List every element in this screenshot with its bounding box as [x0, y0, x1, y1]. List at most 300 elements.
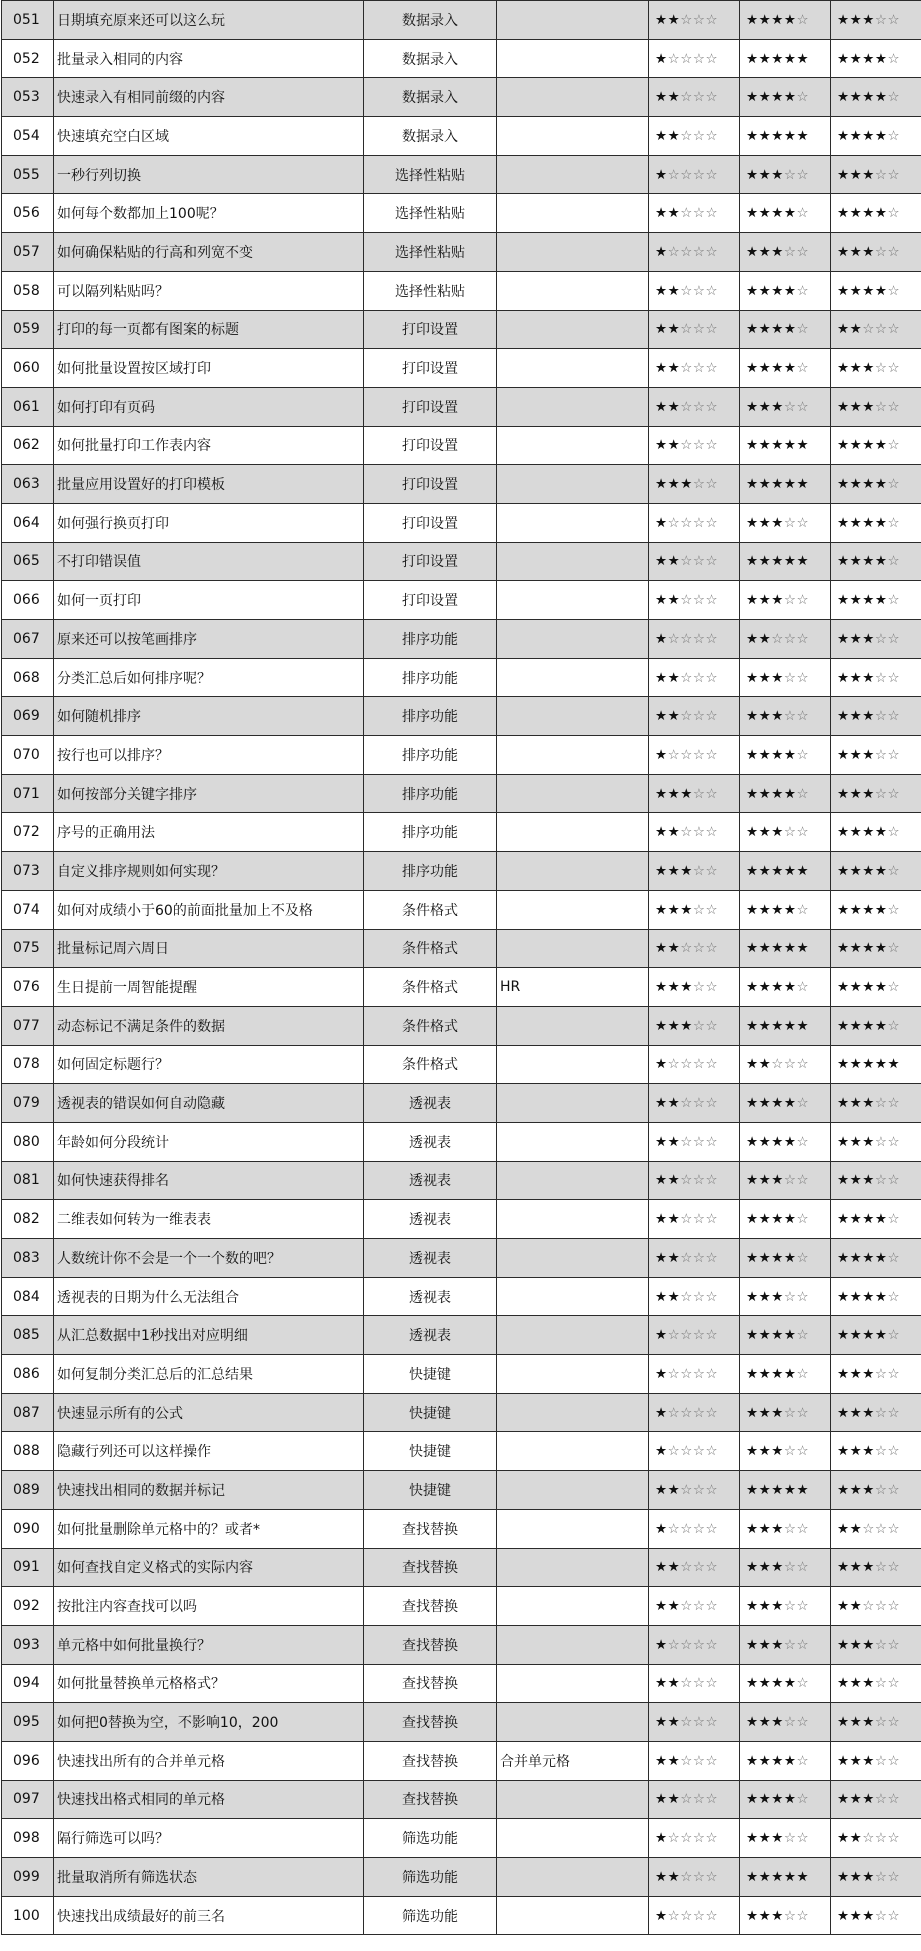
star-filled-icon: ★ [667, 1481, 681, 1498]
star-filled-icon: ★ [862, 1443, 875, 1460]
lesson-number-cell: 058 [2, 271, 54, 310]
star-filled-icon: ★ [758, 785, 772, 802]
star-filled-icon: ★ [746, 1830, 759, 1847]
rating-3-cell [831, 852, 921, 891]
rating-3-cell [831, 1122, 921, 1161]
star-empty-icon: ☆ [705, 1288, 719, 1305]
star-empty-icon: ☆ [680, 1288, 693, 1305]
rating-2-cell [740, 1780, 831, 1819]
star-filled-icon: ★ [655, 1830, 668, 1847]
note-cell [497, 1122, 649, 1161]
lesson-title-cell: 按批注内容查找可以吗 [54, 1587, 364, 1626]
star-filled-icon: ★ [783, 746, 797, 763]
star-filled-icon: ★ [667, 1559, 681, 1576]
star-filled-icon: ★ [771, 243, 784, 260]
category-cell: 选择性粘贴 [364, 194, 497, 233]
star-empty-icon: ☆ [796, 1559, 810, 1576]
star-filled-icon: ★ [837, 553, 850, 570]
star-empty-icon: ☆ [887, 166, 901, 183]
star-empty-icon: ☆ [796, 89, 810, 106]
rating-1-cell [649, 1858, 740, 1897]
star-empty-icon: ☆ [692, 1520, 706, 1537]
star-empty-icon: ☆ [783, 1559, 797, 1576]
rating-3-cell [831, 736, 921, 775]
star-filled-icon: ★ [783, 1791, 797, 1808]
star-filled-icon: ★ [758, 514, 772, 531]
star-filled-icon: ★ [758, 437, 772, 454]
star-filled-icon: ★ [771, 514, 784, 531]
star-empty-icon: ☆ [680, 514, 693, 531]
category-cell: 透视表 [364, 1161, 497, 1200]
star-empty-icon: ☆ [887, 1095, 901, 1112]
star-filled-icon: ★ [758, 1327, 772, 1344]
star-empty-icon: ☆ [692, 824, 706, 841]
lesson-number-cell: 073 [2, 852, 54, 891]
star-empty-icon: ☆ [680, 166, 693, 183]
star-empty-icon: ☆ [887, 476, 901, 493]
star-empty-icon: ☆ [680, 11, 693, 28]
rating-2-cell [740, 1819, 831, 1858]
star-filled-icon: ★ [837, 89, 850, 106]
star-filled-icon: ★ [758, 1636, 772, 1653]
star-filled-icon: ★ [655, 901, 668, 918]
star-filled-icon: ★ [783, 862, 797, 879]
star-filled-icon: ★ [758, 1056, 772, 1073]
star-filled-icon: ★ [862, 940, 875, 957]
star-filled-icon: ★ [837, 901, 850, 918]
star-empty-icon: ☆ [874, 1520, 888, 1537]
star-filled-icon: ★ [758, 360, 772, 377]
star-filled-icon: ★ [667, 1133, 681, 1150]
rating-1-cell [649, 1277, 740, 1316]
rating-1-cell [649, 1, 740, 40]
note-cell [497, 310, 649, 349]
star-empty-icon: ☆ [874, 708, 888, 725]
star-filled-icon: ★ [758, 1559, 772, 1576]
category-cell: 筛选功能 [364, 1896, 497, 1935]
star-empty-icon: ☆ [874, 1675, 888, 1692]
star-empty-icon: ☆ [887, 1791, 901, 1808]
rating-1-cell [649, 1471, 740, 1510]
star-empty-icon: ☆ [667, 630, 681, 647]
rating-3-cell [831, 155, 921, 194]
table-row [2, 1200, 921, 1239]
star-empty-icon: ☆ [887, 1830, 901, 1847]
star-empty-icon: ☆ [874, 1868, 888, 1885]
star-empty-icon: ☆ [874, 1481, 888, 1498]
star-filled-icon: ★ [849, 669, 863, 686]
star-filled-icon: ★ [758, 1443, 772, 1460]
rating-2-cell [740, 1858, 831, 1897]
star-empty-icon: ☆ [680, 824, 693, 841]
category-cell: 选择性粘贴 [364, 271, 497, 310]
lesson-number-cell: 074 [2, 890, 54, 929]
table-row [2, 929, 921, 968]
lesson-title-cell: 如何强行换页打印 [54, 503, 364, 542]
star-filled-icon: ★ [746, 1249, 759, 1266]
rating-3-cell [831, 310, 921, 349]
rating-3-cell [831, 1664, 921, 1703]
star-empty-icon: ☆ [705, 1211, 719, 1228]
star-empty-icon: ☆ [887, 321, 901, 338]
star-empty-icon: ☆ [874, 321, 888, 338]
rating-3-cell [831, 39, 921, 78]
star-filled-icon: ★ [849, 243, 863, 260]
star-empty-icon: ☆ [796, 708, 810, 725]
star-filled-icon: ★ [862, 1675, 875, 1692]
lesson-title-cell: 如何确保粘贴的行高和列宽不变 [54, 233, 364, 272]
star-empty-icon: ☆ [796, 1404, 810, 1421]
star-empty-icon: ☆ [874, 1559, 888, 1576]
star-filled-icon: ★ [746, 940, 759, 957]
note-cell [497, 465, 649, 504]
category-cell: 查找替换 [364, 1741, 497, 1780]
rating-1-cell [649, 39, 740, 78]
category-cell: 打印设置 [364, 465, 497, 504]
star-empty-icon: ☆ [796, 243, 810, 260]
lesson-title-cell: 人数统计你不会是一个一个数的吧？ [54, 1239, 364, 1278]
rating-1-cell [649, 1316, 740, 1355]
star-filled-icon: ★ [771, 1868, 784, 1885]
star-filled-icon: ★ [771, 1017, 784, 1034]
star-filled-icon: ★ [655, 708, 668, 725]
star-empty-icon: ☆ [796, 360, 810, 377]
star-filled-icon: ★ [758, 11, 772, 28]
star-empty-icon: ☆ [796, 514, 810, 531]
star-empty-icon: ☆ [680, 708, 693, 725]
lesson-number-cell: 093 [2, 1625, 54, 1664]
category-cell: 打印设置 [364, 581, 497, 620]
rating-2-cell [740, 736, 831, 775]
star-filled-icon: ★ [783, 1752, 797, 1769]
rating-1-cell [649, 736, 740, 775]
rating-3-cell [831, 1858, 921, 1897]
star-filled-icon: ★ [849, 630, 863, 647]
star-empty-icon: ☆ [705, 127, 719, 144]
rating-2-cell [740, 968, 831, 1007]
star-filled-icon: ★ [874, 592, 888, 609]
table-row [2, 1625, 921, 1664]
category-cell: 透视表 [364, 1200, 497, 1239]
star-empty-icon: ☆ [874, 360, 888, 377]
star-empty-icon: ☆ [705, 1172, 719, 1189]
star-empty-icon: ☆ [705, 50, 719, 67]
rating-1-cell [649, 1122, 740, 1161]
rating-1-cell [649, 426, 740, 465]
star-empty-icon: ☆ [796, 1095, 810, 1112]
star-filled-icon: ★ [667, 824, 681, 841]
star-filled-icon: ★ [771, 1636, 784, 1653]
star-filled-icon: ★ [758, 1365, 772, 1382]
rating-3-cell [831, 1703, 921, 1742]
star-filled-icon: ★ [758, 282, 772, 299]
star-filled-icon: ★ [783, 1133, 797, 1150]
lesson-number-cell: 061 [2, 387, 54, 426]
rating-2-cell [740, 1084, 831, 1123]
star-empty-icon: ☆ [680, 1172, 693, 1189]
star-filled-icon: ★ [758, 1481, 772, 1498]
lesson-number-cell: 052 [2, 39, 54, 78]
star-empty-icon: ☆ [692, 243, 706, 260]
rating-2-cell [740, 1277, 831, 1316]
star-empty-icon: ☆ [692, 360, 706, 377]
star-empty-icon: ☆ [874, 1714, 888, 1731]
star-filled-icon: ★ [746, 50, 759, 67]
star-filled-icon: ★ [849, 398, 863, 415]
star-filled-icon: ★ [783, 476, 797, 493]
star-filled-icon: ★ [783, 321, 797, 338]
star-filled-icon: ★ [849, 1172, 863, 1189]
star-empty-icon: ☆ [705, 630, 719, 647]
category-cell: 透视表 [364, 1316, 497, 1355]
star-empty-icon: ☆ [705, 592, 719, 609]
star-empty-icon: ☆ [705, 901, 719, 918]
star-filled-icon: ★ [783, 1095, 797, 1112]
star-empty-icon: ☆ [887, 127, 901, 144]
star-filled-icon: ★ [758, 1752, 772, 1769]
rating-1-cell [649, 1045, 740, 1084]
star-filled-icon: ★ [667, 553, 681, 570]
star-filled-icon: ★ [667, 785, 681, 802]
star-empty-icon: ☆ [796, 592, 810, 609]
note-cell [497, 78, 649, 117]
star-filled-icon: ★ [837, 514, 850, 531]
star-empty-icon: ☆ [692, 785, 706, 802]
star-filled-icon: ★ [837, 282, 850, 299]
star-filled-icon: ★ [758, 1095, 772, 1112]
rating-2-cell [740, 1355, 831, 1394]
star-empty-icon: ☆ [887, 1327, 901, 1344]
star-filled-icon: ★ [849, 1095, 863, 1112]
star-empty-icon: ☆ [680, 205, 693, 222]
star-empty-icon: ☆ [705, 1327, 719, 1344]
star-filled-icon: ★ [837, 1907, 850, 1924]
star-empty-icon: ☆ [680, 360, 693, 377]
star-filled-icon: ★ [771, 1830, 784, 1847]
note-cell [497, 1355, 649, 1394]
star-filled-icon: ★ [746, 243, 759, 260]
rating-3-cell [831, 1316, 921, 1355]
star-empty-icon: ☆ [692, 1675, 706, 1692]
star-empty-icon: ☆ [887, 1752, 901, 1769]
star-filled-icon: ★ [758, 979, 772, 996]
table-row [2, 78, 921, 117]
star-filled-icon: ★ [746, 901, 759, 918]
star-filled-icon: ★ [771, 166, 784, 183]
lesson-title-cell: 如何固定标题行？ [54, 1045, 364, 1084]
rating-1-cell [649, 929, 740, 968]
star-empty-icon: ☆ [692, 553, 706, 570]
rating-3-cell [831, 968, 921, 1007]
lesson-title-cell: 快速找出格式相同的单元格 [54, 1780, 364, 1819]
star-filled-icon: ★ [837, 1830, 850, 1847]
star-empty-icon: ☆ [887, 553, 901, 570]
star-empty-icon: ☆ [680, 940, 693, 957]
star-filled-icon: ★ [874, 437, 888, 454]
star-filled-icon: ★ [862, 1133, 875, 1150]
note-cell [497, 1625, 649, 1664]
star-filled-icon: ★ [746, 1907, 759, 1924]
star-filled-icon: ★ [771, 1791, 784, 1808]
star-filled-icon: ★ [796, 476, 810, 493]
star-filled-icon: ★ [849, 979, 863, 996]
table-row [2, 1006, 921, 1045]
rating-2-cell [740, 697, 831, 736]
category-cell: 条件格式 [364, 890, 497, 929]
star-filled-icon: ★ [667, 1017, 681, 1034]
star-filled-icon: ★ [837, 1327, 850, 1344]
star-filled-icon: ★ [758, 89, 772, 106]
star-filled-icon: ★ [837, 1133, 850, 1150]
rating-3-cell [831, 1432, 921, 1471]
lesson-number-cell: 089 [2, 1471, 54, 1510]
star-empty-icon: ☆ [692, 901, 706, 918]
lesson-title-cell: 批量录入相同的内容 [54, 39, 364, 78]
star-filled-icon: ★ [862, 1365, 875, 1382]
star-filled-icon: ★ [837, 862, 850, 879]
star-empty-icon: ☆ [680, 1559, 693, 1576]
star-filled-icon: ★ [837, 360, 850, 377]
star-empty-icon: ☆ [796, 1211, 810, 1228]
star-empty-icon: ☆ [680, 1095, 693, 1112]
star-filled-icon: ★ [758, 476, 772, 493]
star-filled-icon: ★ [849, 166, 863, 183]
lesson-title-cell: 如何查找自定义格式的实际内容 [54, 1548, 364, 1587]
star-filled-icon: ★ [837, 11, 850, 28]
lesson-number-cell: 053 [2, 78, 54, 117]
lesson-title-cell: 生日提前一周智能提醒 [54, 968, 364, 1007]
rating-2-cell [740, 233, 831, 272]
rating-1-cell [649, 813, 740, 852]
lesson-number-cell: 076 [2, 968, 54, 1007]
star-filled-icon: ★ [655, 1868, 668, 1885]
star-empty-icon: ☆ [874, 1830, 888, 1847]
star-filled-icon: ★ [837, 979, 850, 996]
star-empty-icon: ☆ [887, 437, 901, 454]
star-filled-icon: ★ [783, 1249, 797, 1266]
rating-3-cell [831, 1587, 921, 1626]
star-filled-icon: ★ [849, 1017, 863, 1034]
star-filled-icon: ★ [746, 1443, 759, 1460]
star-filled-icon: ★ [862, 243, 875, 260]
star-empty-icon: ☆ [874, 1752, 888, 1769]
lesson-title-cell: 如何复制分类汇总后的汇总结果 [54, 1355, 364, 1394]
star-filled-icon: ★ [667, 708, 681, 725]
star-empty-icon: ☆ [705, 1481, 719, 1498]
star-filled-icon: ★ [874, 127, 888, 144]
star-filled-icon: ★ [849, 1327, 863, 1344]
star-filled-icon: ★ [746, 205, 759, 222]
table-row [2, 465, 921, 504]
star-filled-icon: ★ [655, 979, 668, 996]
lesson-number-cell: 097 [2, 1780, 54, 1819]
star-empty-icon: ☆ [705, 1636, 719, 1653]
star-filled-icon: ★ [837, 746, 850, 763]
star-filled-icon: ★ [874, 1056, 888, 1073]
rating-3-cell [831, 426, 921, 465]
star-filled-icon: ★ [667, 1095, 681, 1112]
star-filled-icon: ★ [655, 1249, 668, 1266]
star-empty-icon: ☆ [692, 1830, 706, 1847]
star-filled-icon: ★ [771, 979, 784, 996]
star-empty-icon: ☆ [692, 1714, 706, 1731]
star-filled-icon: ★ [796, 50, 810, 67]
rating-2-cell [740, 271, 831, 310]
star-empty-icon: ☆ [874, 1443, 888, 1460]
table-row [2, 1239, 921, 1278]
star-filled-icon: ★ [667, 127, 681, 144]
rating-1-cell [649, 1819, 740, 1858]
rating-3-cell [831, 1625, 921, 1664]
star-filled-icon: ★ [862, 11, 875, 28]
star-filled-icon: ★ [746, 1791, 759, 1808]
rating-1-cell [649, 503, 740, 542]
star-empty-icon: ☆ [874, 1598, 888, 1615]
table-row [2, 774, 921, 813]
star-filled-icon: ★ [874, 824, 888, 841]
star-empty-icon: ☆ [796, 1288, 810, 1305]
rating-1-cell [649, 1432, 740, 1471]
note-cell [497, 39, 649, 78]
star-empty-icon: ☆ [796, 398, 810, 415]
rating-1-cell [649, 310, 740, 349]
star-empty-icon: ☆ [796, 282, 810, 299]
table-row [2, 1819, 921, 1858]
star-filled-icon: ★ [771, 127, 784, 144]
star-filled-icon: ★ [667, 1249, 681, 1266]
lesson-title-cell: 批量取消所有筛选状态 [54, 1858, 364, 1897]
lesson-title-cell: 不打印错误值 [54, 542, 364, 581]
star-filled-icon: ★ [655, 1481, 668, 1498]
star-filled-icon: ★ [783, 360, 797, 377]
star-filled-icon: ★ [849, 205, 863, 222]
star-empty-icon: ☆ [796, 1327, 810, 1344]
star-empty-icon: ☆ [705, 1598, 719, 1615]
star-filled-icon: ★ [862, 592, 875, 609]
note-cell [497, 813, 649, 852]
star-filled-icon: ★ [746, 1095, 759, 1112]
star-filled-icon: ★ [758, 862, 772, 879]
lesson-title-cell: 快速找出所有的合并单元格 [54, 1741, 364, 1780]
rating-2-cell [740, 852, 831, 891]
rating-3-cell [831, 929, 921, 968]
star-filled-icon: ★ [862, 89, 875, 106]
note-cell [497, 1161, 649, 1200]
table-row [2, 1741, 921, 1780]
rating-2-cell [740, 1200, 831, 1239]
rating-2-cell [740, 1703, 831, 1742]
star-filled-icon: ★ [874, 901, 888, 918]
star-empty-icon: ☆ [887, 746, 901, 763]
star-filled-icon: ★ [667, 592, 681, 609]
star-empty-icon: ☆ [796, 1636, 810, 1653]
star-filled-icon: ★ [655, 1404, 668, 1421]
star-filled-icon: ★ [771, 1675, 784, 1692]
star-filled-icon: ★ [655, 1907, 668, 1924]
star-filled-icon: ★ [758, 901, 772, 918]
table-row [2, 1277, 921, 1316]
star-filled-icon: ★ [837, 1288, 850, 1305]
star-filled-icon: ★ [849, 282, 863, 299]
table-row [2, 1664, 921, 1703]
star-filled-icon: ★ [655, 669, 668, 686]
star-filled-icon: ★ [655, 398, 668, 415]
rating-3-cell [831, 1819, 921, 1858]
star-filled-icon: ★ [783, 940, 797, 957]
lesson-title-cell: 从汇总数据中1秒找出对应明细 [54, 1316, 364, 1355]
star-filled-icon: ★ [849, 708, 863, 725]
star-filled-icon: ★ [667, 476, 681, 493]
